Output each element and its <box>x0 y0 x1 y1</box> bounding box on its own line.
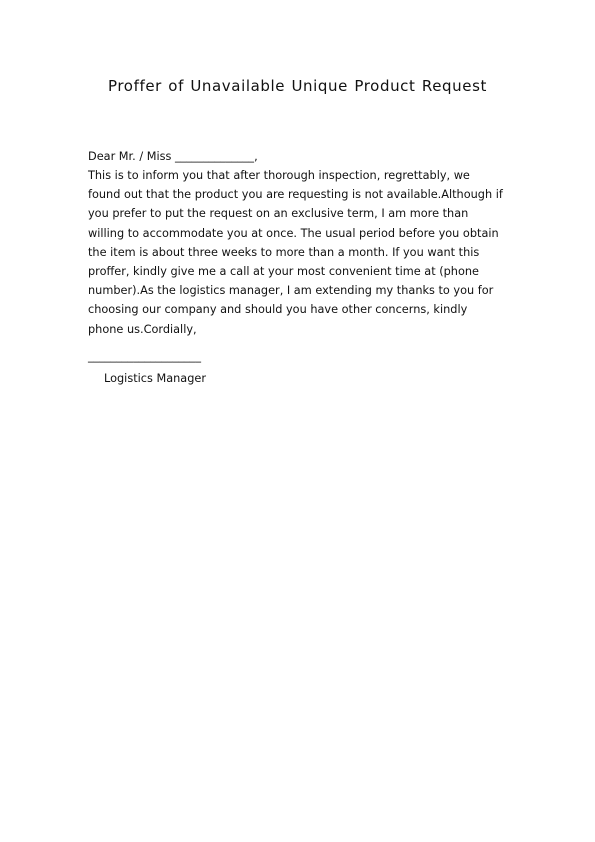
signature-line: ____________________ <box>88 350 201 363</box>
body-line: proffer, kindly give me a call at your most convenient time at (phone <box>88 265 479 279</box>
letter-body <box>88 166 518 339</box>
signature-title: Logistics Manager <box>104 372 206 385</box>
body-line: the item is about three weeks to more than a month. If you want this <box>88 245 480 259</box>
salutation: Dear Mr. / Miss ______________, <box>88 150 258 163</box>
body-line: you prefer to put the request on an exclusive term, I am more than <box>88 207 469 221</box>
body-line: This is to inform you that after thorough inspection, regrettably, we <box>88 169 470 182</box>
body-line: choosing our company and should you have other concerns, kindly <box>88 303 468 317</box>
body-line: number).As the logistics manager, I am extending my thanks to you for <box>88 284 494 298</box>
body-line: phone us.Cordially, <box>88 322 197 336</box>
document-title: Proffer of Unavailable Unique Product Request <box>107 77 488 95</box>
body-line: found out that the product you are requesting is not available.Although if <box>88 188 503 202</box>
body-line: willing to accommodate you at once. The usual period before you obtain <box>88 226 499 240</box>
